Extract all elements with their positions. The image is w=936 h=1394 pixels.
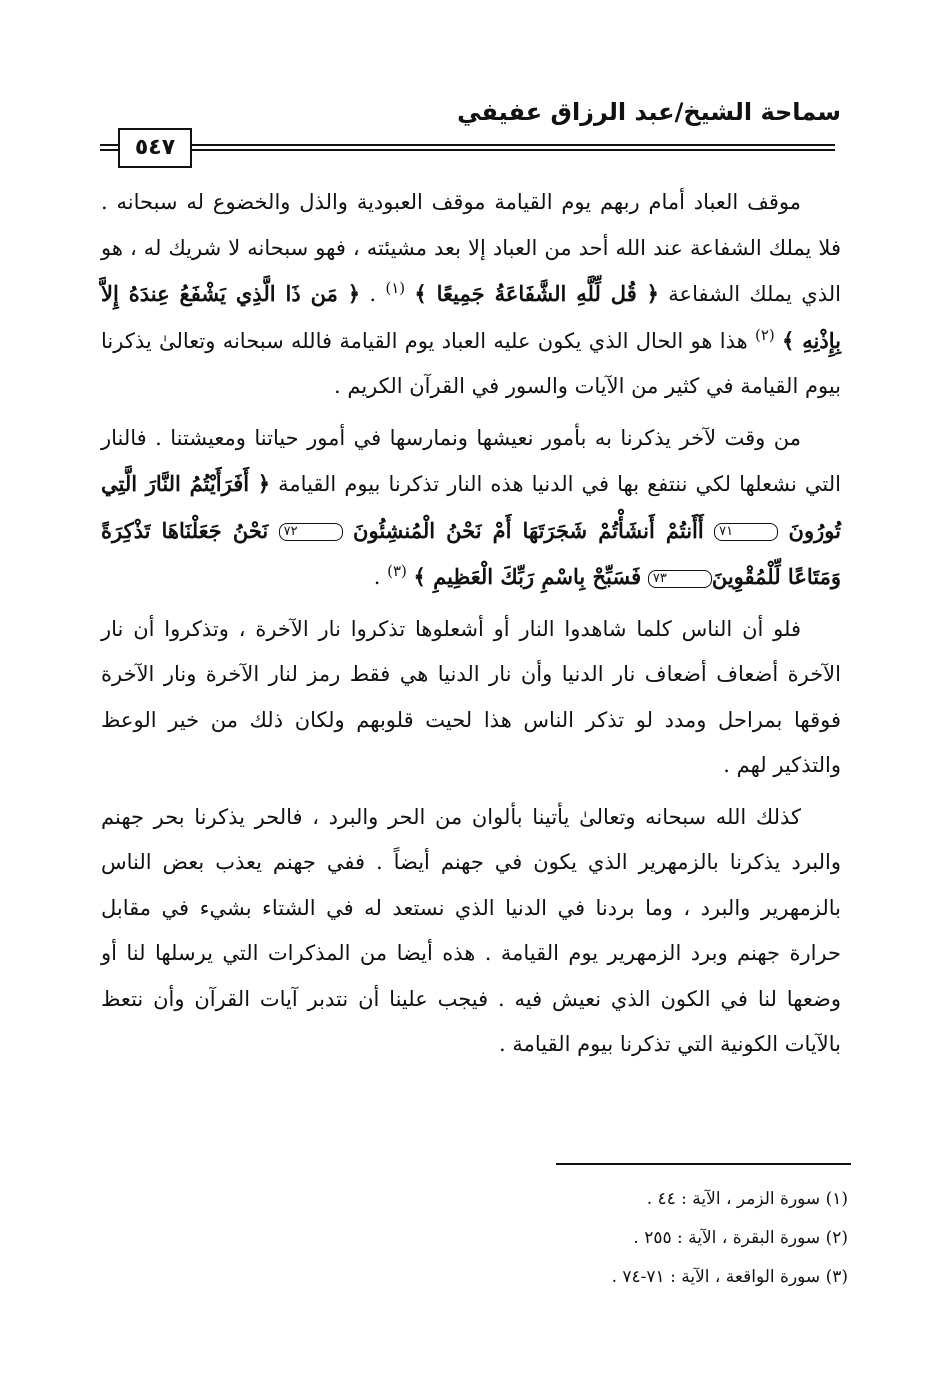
paragraph-3: فلو أن الناس كلما شاهدوا النار أو أشعلوها تذكروا نار الآخرة ، وتذكروا أن نار الآخرة أضعاف أضعاف نار الدنيا وأن نار الدنيا هي فقط رمز لنار الآخرة ونار الآخرة فوقها بمراحل ومدد لو تذكر الناس هذا لحيت قلوبهم ولكان ذلك من خير الوعظ والتذكير لهم .: [101, 616, 841, 777]
quran-verse-zumar: ﴿ قُل لِّلَّهِ الشَّفَاعَةُ جَمِيعًا ﴾: [414, 281, 659, 306]
footnote-ref-2: (٢): [754, 325, 775, 344]
header-double-rule: [100, 140, 835, 154]
p2-text-a: من وقت لآخر يذكرنا به بأمور نعيشها ونمارسها في أمور حياتنا ومعيشتنا . فالنار التي نشعلها لكي ننتفع بها في الدنيا هذه النار تذكرنا بيوم القيامة: [101, 425, 841, 496]
p1-text-b: .: [369, 282, 377, 306]
ayah-number-73: ٧٣: [648, 570, 712, 588]
footnote-ref-3: (٣): [387, 562, 407, 580]
footnotes: [108, 1180, 848, 1297]
footnote-2: (٢) سورة البقرة ، الآية : ٢٥٥ .: [633, 1228, 848, 1248]
quran-verse-waqiah-73: نَحْنُ جَعَلْنَاهَا تَذْكِرَةً وَمَتَاعًا لِّلْمُقْوِينَ: [101, 517, 841, 589]
footnote-3: (٣) سورة الواقعة ، الآية : ٧١-٧٤ .: [611, 1267, 848, 1287]
footnote-ref-1: (١): [385, 279, 406, 297]
body-text: [101, 180, 841, 1074]
p1-text-c: هذا هو الحال الذي يكون عليه العباد يوم القيامة فالله سبحانه وتعالىٰ يذكرنا بيوم القيامة في كثير من الآيات والسور في القرآن الكريم .: [101, 328, 841, 398]
footnote-1: (١) سورة الزمر ، الآية : ٤٤ .: [646, 1189, 848, 1209]
quran-verse-waqiah-74: فَسَبِّحْ بِاسْمِ رَبِّكَ الْعَظِيمِ ﴾: [413, 564, 642, 589]
paragraph-1: [101, 180, 841, 410]
page-number-box: ٥٤٧: [118, 128, 192, 168]
quran-verse-waqiah-72: أَأَنتُمْ أَنشَأْتُمْ شَجَرَتَهَا أَمْ نَحْنُ الْمُنشِئُونَ: [353, 517, 704, 543]
quran-verse-baqarah: ﴿ مَن ذَا الَّذِي يَشْفَعُ عِندَهُ إِلاَّ بِإِذْنِهِ ﴾: [101, 281, 841, 353]
header-rule-line-bottom: [100, 149, 835, 151]
p1-text-a: موقف العباد أمام ربهم يوم القيامة موقف العبودية والذل والخضوع له سبحانه . فلا يملك الشفاعة عند الله أحد من العباد إلا بعد مشيئته ، فهو سبحانه لا شريك له ، هو الذي يملك الشفاعة: [101, 190, 841, 306]
paragraph-4: كذلك الله سبحانه وتعالىٰ يأتينا بألوان من الحر والبرد ، فالحر يذكرنا بحر جهنم والبرد يذكرنا بالزمهرير الذي يكون في جهنم أيضاً . ففي جهنم يعذب بعض الناس بالزمهرير والبرد ، وما بردنا في الدنيا الذي نستعد له في الشتاء بشيء في مقابل حرارة جهنم وبرد الزمهرير يوم القيامة . هذه أيضا من المذكرات التي يرسلها لنا أو وضعها لنا في الكون الذي نعيش فيه . فيجب علينا أن نتدبر آيات القرآن وأن نتعظ بالآيات الكونية التي تذكرنا بيوم القيامة .: [101, 804, 841, 1056]
ayah-number-71: ٧١: [714, 523, 778, 541]
running-header-title: سماحة الشيخ/عبد الرزاق عفيفي: [457, 98, 841, 126]
header-rule-line-top: [100, 144, 835, 146]
ayah-number-72: ٧٢: [279, 523, 343, 541]
quran-verse-waqiah-71: ﴿ أَفَرَأَيْتُمُ النَّارَ الَّتِي تُورُونَ: [101, 471, 841, 543]
p2-text-b: .: [373, 565, 381, 589]
paragraph-2: [101, 416, 841, 601]
footnote-separator: [556, 1163, 851, 1165]
